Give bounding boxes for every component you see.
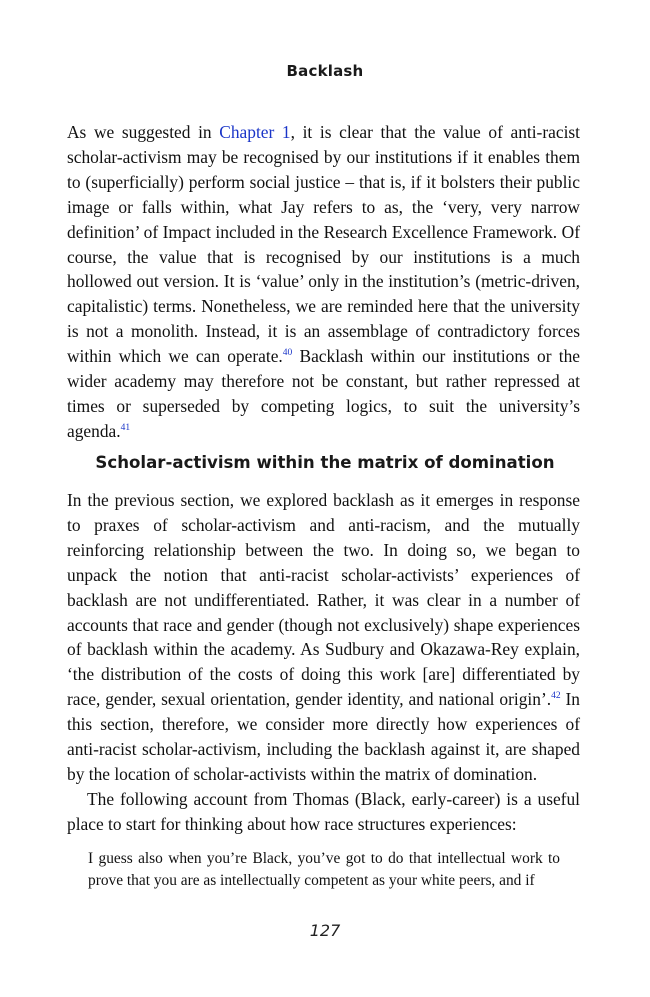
- footnote-ref-40[interactable]: 40: [282, 348, 293, 359]
- footnote-ref-41[interactable]: 41: [120, 423, 131, 434]
- paragraph-thomas-intro: The following account from Thomas (Black, early-career) is a useful place to start for thinking about how race structures experiences:: [67, 789, 580, 834]
- block-quote: I guess also when you’re Black, you’ve got to do that intellectual work to prove that you are as intellectually competent as your white peers, and if: [88, 850, 560, 889]
- para2-text-start: In the previous section, we explored backlash as it emerges in response to praxes of scholar-activism and anti-racism, and the mutually reinforcing relationship between the two. In doing so, we began to unpack the notion that anti-racist scholar-activists’ experiences of backlash are not undifferentiated. Rather, it was clear in a number of accounts that race and gender (though not exclusively) shape experiences of backlash within the academy. As Sudbury and Okazawa-Rey explain, ‘the distribution of the costs of doing this work [are] differentiated by race, gender, sexual orientation, gender identity, and national origin’.: [67, 490, 580, 710]
- para2-text-end: In this section, therefore, we consider more directly how experiences of anti-racist scholar-activism, including the backlash against it, are shaped by the location of scholar-activists within the matrix of domination.: [67, 689, 580, 784]
- footnote-ref-42[interactable]: 42: [551, 691, 561, 702]
- section-heading: Scholar-activism within the matrix of domination: [95, 453, 555, 472]
- paragraph-section-intro: [67, 488, 580, 787]
- chapter-link[interactable]: Chapter 1: [219, 122, 291, 142]
- paragraph-intro: [67, 120, 580, 444]
- para1-text-start: As we suggested in: [67, 122, 220, 142]
- page-number: 127: [309, 921, 341, 940]
- para1-text-middle: , it is clear that the value of anti-racist scholar-activism may be recognised by our institutions if it enables them to (superficially) perform social justice – that is, if it bolsters their public image or falls within, what Jay refers to as, the ‘very, very narrow definition’ of Impact included in the Research Excellence Framework. Of course, the value that is recognised by our institutions is a much hollowed out version. It is ‘value’ only in the institution’s (metric-driven, capitalistic) terms. Nonetheless, we are reminded here that the university is not a monolith. Instead, it is an assemblage of contradictory forces within which we can operate.: [67, 122, 581, 367]
- running-head: Backlash: [286, 62, 364, 80]
- para1-text-end: Backlash within our institutions or the wider academy may therefore not be constant, but rather repressed at times or superseded by competing logics, to suit the university’s agenda.: [67, 346, 581, 441]
